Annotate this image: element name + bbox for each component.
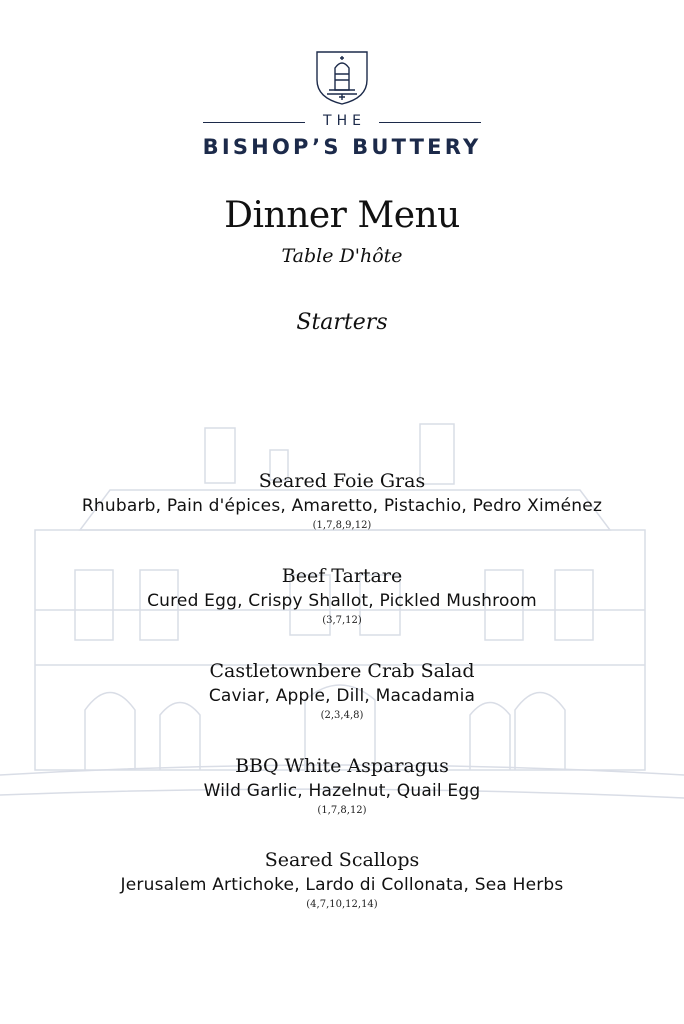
dish-name: Seared Foie Gras <box>258 470 426 492</box>
dish-item <box>0 658 684 724</box>
restaurant-name: BISHOP’S BUTTERY <box>202 135 482 159</box>
dish-name: Seared Scallops <box>264 849 420 871</box>
dish-allergens: (3,7,12) <box>322 615 362 626</box>
dish-description: Rhubarb, Pain d'épices, Amaretto, Pistachio, Pedro Ximénez <box>81 496 603 516</box>
dish-description: Caviar, Apple, Dill, Macadamia <box>208 686 476 706</box>
dish-item <box>0 847 684 913</box>
dish-allergens: (2,3,4,8) <box>320 710 364 721</box>
dish-allergens: (4,7,10,12,14) <box>306 899 378 910</box>
dish-item <box>0 468 684 534</box>
dish-allergens: (1,7,8,9,12) <box>312 520 372 531</box>
divider-line-right <box>379 122 481 123</box>
dish-description: Cured Egg, Crispy Shallot, Pickled Mushroom <box>147 591 537 611</box>
crest-logo-icon <box>313 50 371 106</box>
dish-name: Castletownbere Crab Salad <box>209 660 475 682</box>
dish-item <box>0 563 684 629</box>
dish-description: Wild Garlic, Hazelnut, Quail Egg <box>203 781 481 801</box>
dish-item <box>0 753 684 819</box>
menu-title: Dinner Menu <box>224 195 460 236</box>
logo-wordmark-top <box>203 113 481 133</box>
dish-allergens: (1,7,8,12) <box>317 805 367 816</box>
dish-name: BBQ White Asparagus <box>235 755 449 777</box>
menu-subtitle: Table D'hôte <box>281 245 403 267</box>
dish-name: Beef Tartare <box>281 565 403 587</box>
dish-description: Jerusalem Artichoke, Lardo di Collonata, Sea Herbs <box>120 875 564 895</box>
logo-the-text: THE <box>323 113 366 129</box>
section-heading: Starters <box>296 310 388 335</box>
